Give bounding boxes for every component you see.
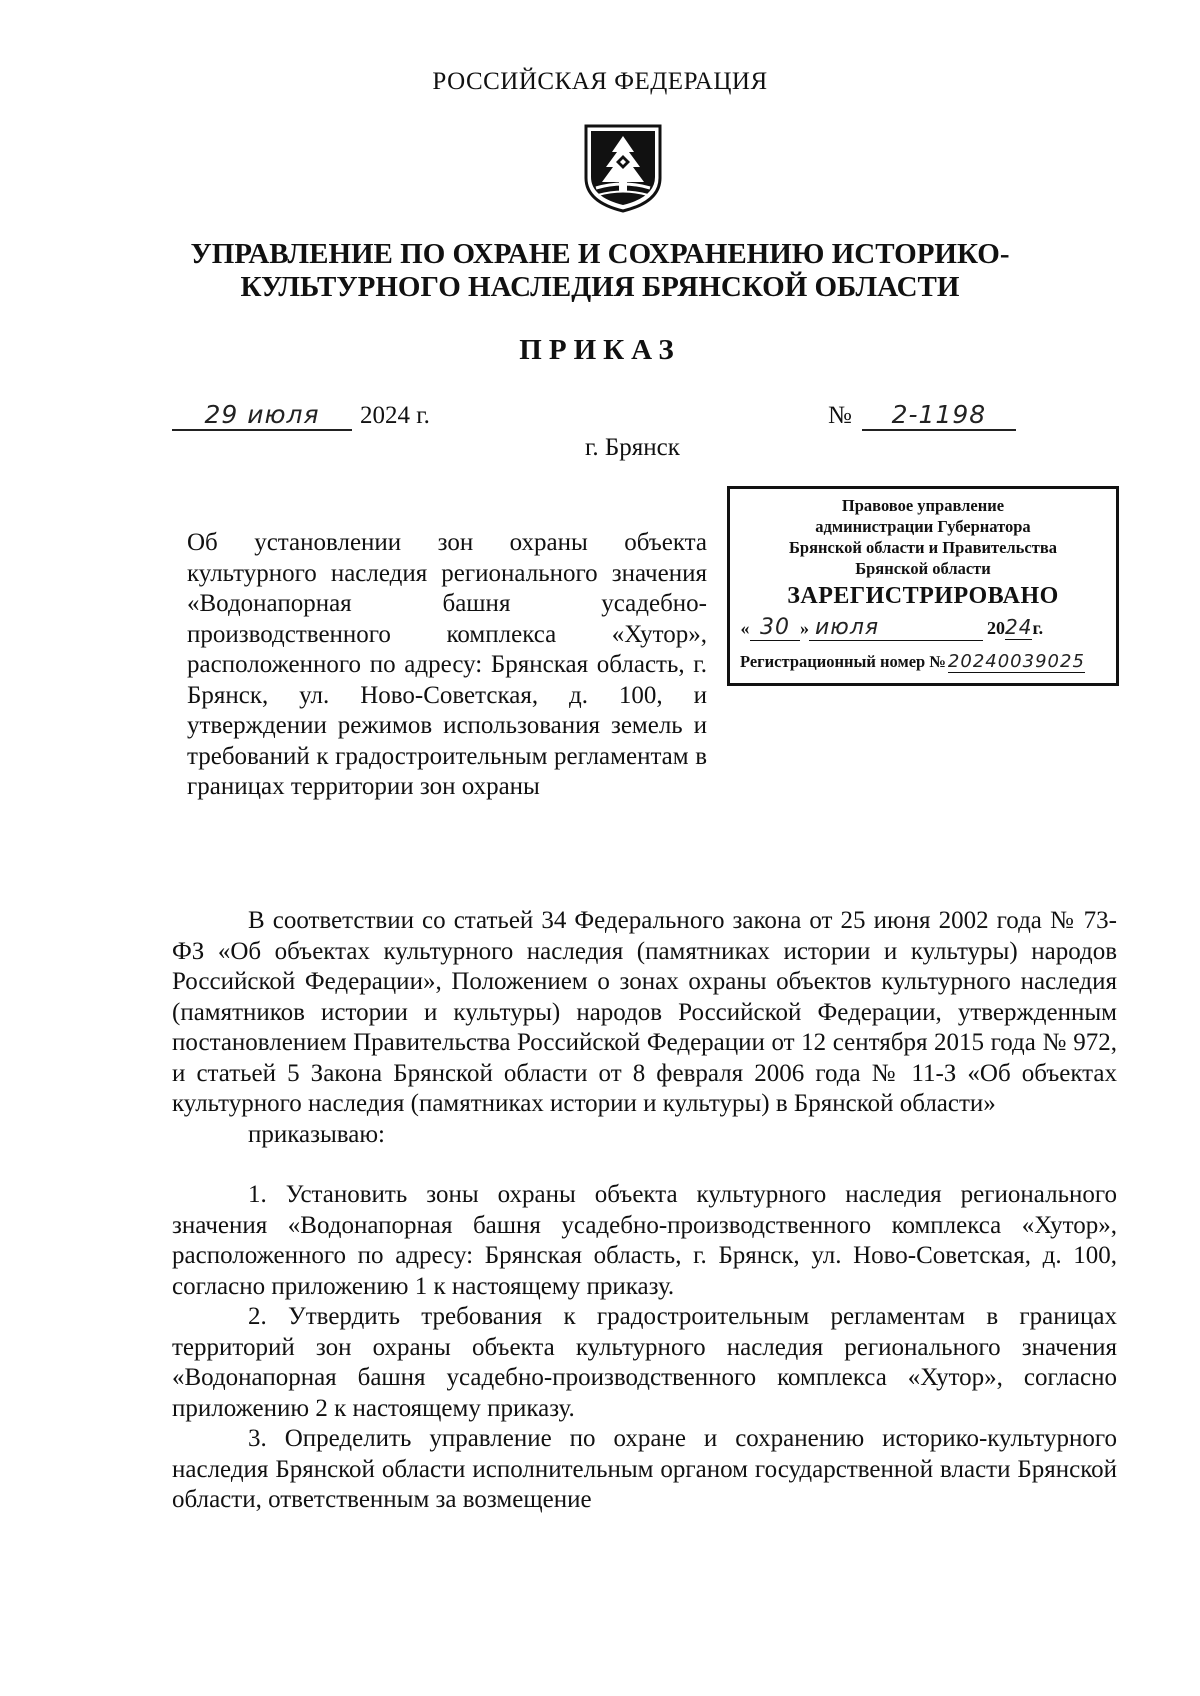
order-subject-text: Об установлении зон охраны объекта культурного наследия регионального значения «Водонапорная башня усадебно-производственного комплекса «Хутор», расположенного по адресу: Брянская область, г. Брянск, ул. Ново-Советская, д. 100, и утверждении режимов использования земель и требований к градостроительным регламентам в границах территории зон охраны [187, 529, 707, 800]
stamp-month: июля [809, 615, 983, 641]
stamp-year-prefix: 20 [987, 618, 1005, 638]
stamp-line-4: Брянской области [855, 559, 991, 578]
order-number-prefix: № [828, 402, 852, 429]
country-title: РОССИЙСКАЯ ФЕДЕРАЦИЯ [432, 68, 768, 95]
body-order-word: приказываю: [248, 1120, 385, 1148]
order-date-handwritten: 29 июля [172, 400, 352, 431]
stamp-line-3: Брянской области и Правительства [789, 538, 1057, 557]
stamp-year-hand: 24 [1005, 615, 1033, 639]
organization-name-line2: КУЛЬТУРНОГО НАСЛЕДИЯ БРЯНСКОЙ ОБЛАСТИ [240, 271, 960, 303]
organization-name-line1: УПРАВЛЕНИЕ ПО ОХРАНЕ И СОХРАНЕНИЮ ИСТОРИКО- [190, 238, 1010, 270]
stamp-registered: ЗАРЕГИСТРИРОВАНО [787, 583, 1059, 609]
registration-stamp [727, 486, 1119, 686]
stamp-quote-close: » [800, 618, 809, 638]
stamp-day: 30 [750, 615, 800, 641]
order-subject [187, 528, 707, 803]
stamp-line-1: Правовое управление [841, 496, 1005, 515]
order-body [172, 906, 1117, 1516]
document-type-title: ПРИКАЗ [519, 334, 681, 366]
order-number-handwritten: 2-1198 [862, 400, 1016, 431]
body-item-3: 3. Определить управление по охране и сохранению историко-культурного наследия Брянской области исполнительным органом государственной власти Брянской области, ответственным за возмещение [172, 1425, 1117, 1513]
stamp-reg-label: Регистрационный номер № [740, 652, 946, 671]
order-date [172, 400, 430, 431]
order-number [828, 400, 1016, 431]
stamp-year-suffix: г. [1032, 618, 1044, 638]
body-item-1: 1. Установить зоны охраны объекта культурного наследия регионального значения «Водонапорная башня усадебно-производственного комплекса «Хутор», расположенного по адресу: Брянская область, г. Брянск, ул. Ново-Советская, д. 100, согласно приложению 1 к настоящему приказу. [172, 1181, 1117, 1300]
stamp-line-2: администрации Губернатора [815, 517, 1031, 536]
city-name: г. Брянск [585, 434, 680, 461]
order-year: 2024 г. [360, 402, 430, 429]
stamp-reg-number: 20240039025 [947, 651, 1085, 672]
stamp-date [730, 615, 1116, 641]
body-preamble: В соответствии со статьей 34 Федерального закона от 25 июня 2002 года № 73-ФЗ «Об объектах культурного наследия (памятниках истории и культуры) народов Российской Федерации», Положением о зонах охраны объектов культурного наследия (памятников истории и культуры) народов Российской Федерации, утвержденным постановлением Правительства Российской Федерации от 12 сентября 2015 года № 972, и статьей 5 Закона Брянской области от 8 февраля 2006 года № 11-З «Об объектах культурного наследия (памятниках истории и культуры) в Брянской области» [172, 907, 1117, 1117]
stamp-registration-number [730, 651, 1116, 673]
organization-name [150, 238, 1050, 304]
stamp-quote-open: « [740, 618, 750, 638]
coat-of-arms-emblem [582, 122, 664, 214]
body-item-2: 2. Утвердить требования к градостроительным регламентам в границах территорий зон охраны объекта культурного наследия регионального значения «Водонапорная башня усадебно-производственного комплекса «Хутор», согласно приложению 2 к настоящему приказу. [172, 1303, 1117, 1422]
